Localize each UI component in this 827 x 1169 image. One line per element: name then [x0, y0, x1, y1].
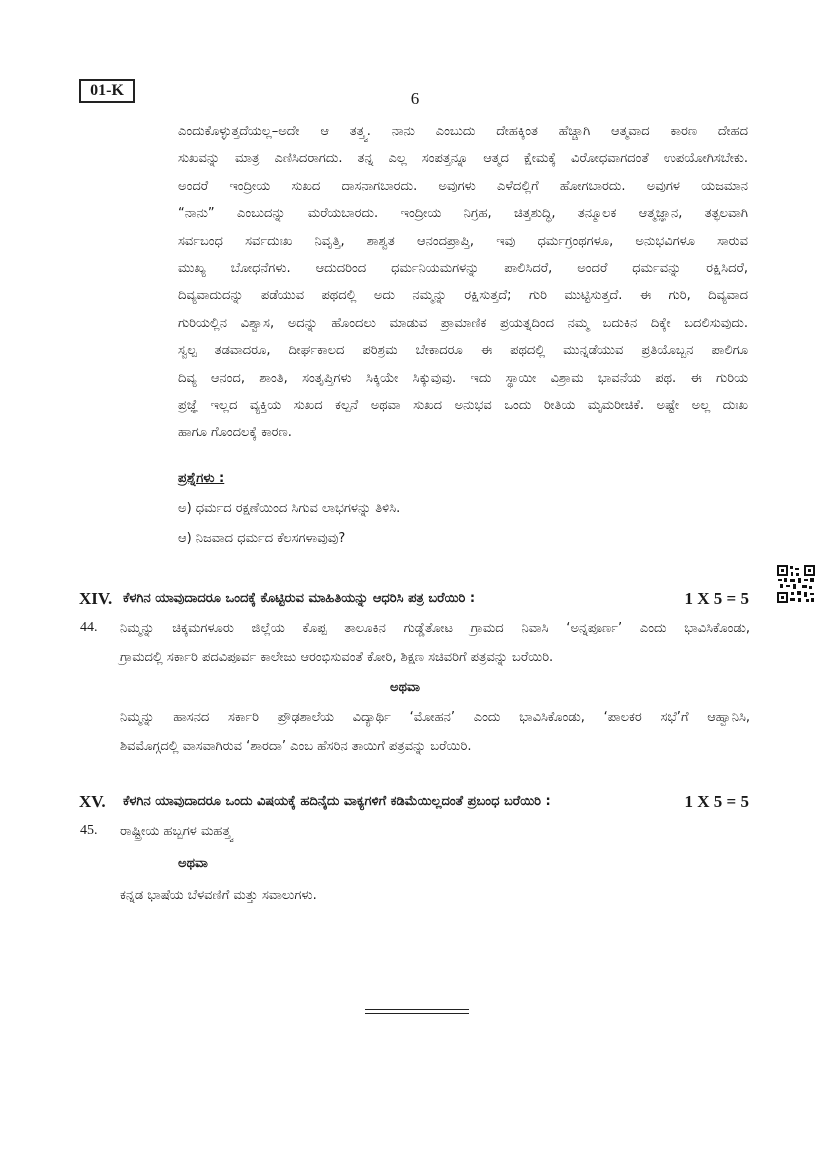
section-marks: 1 X 5 = 5 [684, 589, 749, 608]
comprehension-passage [178, 118, 748, 447]
passage-line: ದಿವ್ಯ ಆನಂದ, ಶಾಂತಿ, ಸಂತೃಪ್ತಿಗಳು ಸಿಕ್ಕಿಯೇ ಸಿಕ್ಕುವುವು. ಇದು ಸ್ಥಾಯೀ ವಿಶ್ರಾಮ ಭಾವನೆಯ ಪಥ. ಈ ಗುರಿಯ [178, 370, 748, 386]
section-marks: 1 X 5 = 5 [684, 792, 749, 811]
passage-line: ದಿವ್ಯವಾದುದನ್ನು ಪಡೆಯುವ ಪಥದಲ್ಲಿ ಅದು ನಮ್ಮನ್ನು ರಕ್ಷಿಸುತ್ತದೆ; ಗುರಿ ಮುಟ್ಟಿಸುತ್ತದೆ. ಈ ಗುರಿ, ದಿವ್ಯವಾದ [178, 288, 748, 304]
passage-line: ಗುರಿಯಲ್ಲಿನ ವಿಶ್ವಾಸ, ಅದನ್ನು ಹೊಂದಲು ಮಾಡುವ ಪ್ರಾಮಾಣಿಕ ಪ್ರಯತ್ನದಿಂದ ನಮ್ಮ ಬದುಕಿನ ದಿಕ್ಕೇ ಬದಲಿಸುವುದು. [178, 315, 748, 331]
qr-code-icon [776, 564, 816, 604]
passage-line: ಪ್ರಜ್ಞೆ ಇಲ್ಲದ ವ್ಯಕ್ತಿಯ ಸುಖದ ಕಲ್ಪನೆ ಅಥವಾ ಸುಖದ ಅನುಭವ ಒಂದು ರೀತಿಯ ಮೃಮರೀಚಿಕೆ. ಅಷ್ಟೇ ಅಲ್ಲ ದುಃಖ [178, 397, 748, 413]
page-number: 6 [410, 89, 420, 108]
end-rule-top [365, 1009, 469, 1010]
section-numeral: XV. [79, 792, 106, 811]
letter-option-2-line: ಶಿವಮೊಗ್ಗದಲ್ಲಿ ವಾಸವಾಗಿರುವ ‘ಶಾರದಾ’ ಎಂಬ ಹೆಸರಿನ ತಾಯಿಗೆ ಪತ್ರವನ್ನು ಬರೆಯಿರಿ. [120, 739, 472, 754]
question-a: ಅ) ಧರ್ಮದ ರಕ್ಷಣೆಯಿಂದ ಸಿಗುವ ಲಾಭಗಳನ್ನು ತಿಳಿಸಿ. [178, 501, 401, 516]
passage-line: ಹಾಗೂ ಗೊಂದಲಕ್ಕೆ ಕಾರಣ. [178, 425, 292, 441]
paper-code-box [79, 79, 135, 103]
questions-heading: ಪ್ರಶ್ನೆಗಳು : [178, 471, 225, 486]
paper-code: 01-K [90, 82, 124, 99]
passage-line: ಸ್ವಲ್ಪ ತಡವಾದರೂ, ದೀರ್ಘಕಾಲದ ಪರಿಶ್ರಮ ಬೇಕಾದರೂ ಈ ಪಥದಲ್ಲಿ ಮುನ್ನಡೆಯುವ ಪ್ರತಿಯೊಬ್ಬನ ಪಾಲಿಗೂ [178, 343, 748, 359]
or-separator: ಅಥವಾ [390, 680, 420, 695]
or-separator: ಅಥವಾ [178, 856, 208, 871]
letter-option-1-line: ನಿಮ್ಮನ್ನು ಚಿಕ್ಕಮಗಳೂರು ಜಿಲ್ಲೆಯ ಕೊಪ್ಪ ತಾಲೂಕಿನ ಗುಡ್ಡೆತೋಟ ಗ್ರಾಮದ ನಿವಾಸಿ ‘ಅನ್ನಪೂರ್ಣ’ ಎಂದು ಭಾವಿಸಿಕೊಂಡು, [120, 621, 750, 636]
essay-topic-1: ರಾಷ್ಟ್ರೀಯ ಹಬ್ಬಗಳ ಮಹತ್ತ್ವ [120, 824, 233, 839]
passage-line: ಸರ್ವಬಂಧ ಸರ್ವದುಃಖ ನಿವೃತ್ತಿ, ಶಾಶ್ವತ ಆನಂದಪ್ರಾಪ್ತಿ, ಇವು ಧರ್ಮಗ್ರಂಥಗಳೂ, ಅನುಭವಿಗಳೂ ಸಾರುವ [178, 233, 748, 249]
essay-topic-2: ಕನ್ನಡ ಭಾಷೆಯ ಬೆಳವಣಿಗೆ ಮತ್ತು ಸವಾಲುಗಳು. [120, 888, 317, 903]
end-rule-bottom [365, 1013, 469, 1014]
question-number: 45. [80, 823, 98, 838]
letter-option-2-line: ನಿಮ್ಮನ್ನು ಹಾಸನದ ಸರ್ಕಾರಿ ಪ್ರೌಢಶಾಲೆಯ ವಿದ್ಯಾರ್ಥಿ ‘ಮೋಹನ’ ಎಂದು ಭಾವಿಸಿಕೊಂಡು, ‘ಪಾಲಕರ ಸಭೆ’ಗೆ ಆಹ್ವಾನಿಸಿ, [120, 710, 750, 725]
passage-line: ಅಂದರೆ ಇಂದ್ರೀಯ ಸುಖದ ದಾಸನಾಗಬಾರದು. ಅವುಗಳು ಎಳೆದಲ್ಲಿಗೆ ಹೋಗಬಾರದು. ಅವುಗಳ ಯಜಮಾನ [178, 178, 748, 194]
section-instruction: ಕೆಳಗಿನ ಯಾವುದಾದರೂ ಒಂದು ವಿಷಯಕ್ಕೆ ಹದಿನೈದು ವಾಕ್ಯಗಳಿಗೆ ಕಡಿಮೆಯಿಲ್ಲದಂತೆ ಪ್ರಬಂಧ ಬರೆಯಿರಿ : [123, 794, 551, 809]
letter-option-1-line: ಗ್ರಾಮದಲ್ಲಿ ಸರ್ಕಾರಿ ಪದವಿಪೂರ್ವ ಕಾಲೇಜು ಆರಂಭಿಸುವಂತೆ ಕೋರಿ, ಶಿಕ್ಷಣ ಸಚಿವರಿಗೆ ಪತ್ರವನ್ನು ಬರೆಯಿರಿ. [120, 650, 554, 665]
passage-line: “ನಾನು” ಎಂಬುದನ್ನು ಮರೆಯಬಾರದು. ಇಂದ್ರೀಯ ನಿಗ್ರಹ, ಚಿತ್ತಶುದ್ಧಿ, ತನ್ಮೂಲಕ ಆತ್ಮಜ್ಞಾನ, ತತ್ಫಲವಾಗಿ [178, 206, 748, 222]
passage-line: ಸುಖವನ್ನು ಮಾತ್ರ ಎಣಿಸಿದರಾಗದು. ತನ್ನ ಎಲ್ಲ ಸಂಪತ್ತನ್ನೂ ಆತ್ಮದ ಕ್ಷೇಮಕ್ಕೆ ವಿರೋಧವಾಗದಂತೆ ಉಪಯೋಗಿಸಬೇಕು. [178, 151, 748, 167]
question-number: 44. [80, 620, 98, 635]
section-instruction: ಕೆಳಗಿನ ಯಾವುದಾದರೂ ಒಂದಕ್ಕೆ ಕೊಟ್ಟಿರುವ ಮಾಹಿತಿಯನ್ನು ಆಧರಿಸಿ ಪತ್ರ ಬರೆಯಿರಿ : [123, 591, 476, 606]
passage-line: ಮುಖ್ಯ ಬೋಧನೆಗಳು. ಆದುದರಿಂದ ಧರ್ಮನಿಯಮಗಳನ್ನು ಪಾಲಿಸಿದರೆ, ಅಂದರೆ ಧರ್ಮವನ್ನು ರಕ್ಷಿಸಿದರೆ, [178, 260, 748, 276]
passage-line: ಎಂದುಕೊಳ್ಳುತ್ತದೆಯಲ್ಲ–ಅದೇ ಆ ತತ್ತ್ವ. ನಾನು ಎಂಬುದು ದೇಹಕ್ಕಿಂತ ಹೆಚ್ಚಾಗಿ ಆತ್ಮವಾದ ಕಾರಣ ದೇಹದ [178, 124, 748, 139]
section-numeral: XIV. [79, 589, 113, 608]
question-b: ಆ) ನಿಜವಾದ ಧರ್ಮದ ಕೆಲಸಗಳಾವುವು? [178, 531, 346, 546]
section-xv-header [79, 792, 749, 814]
section-xiv-header [79, 589, 749, 611]
